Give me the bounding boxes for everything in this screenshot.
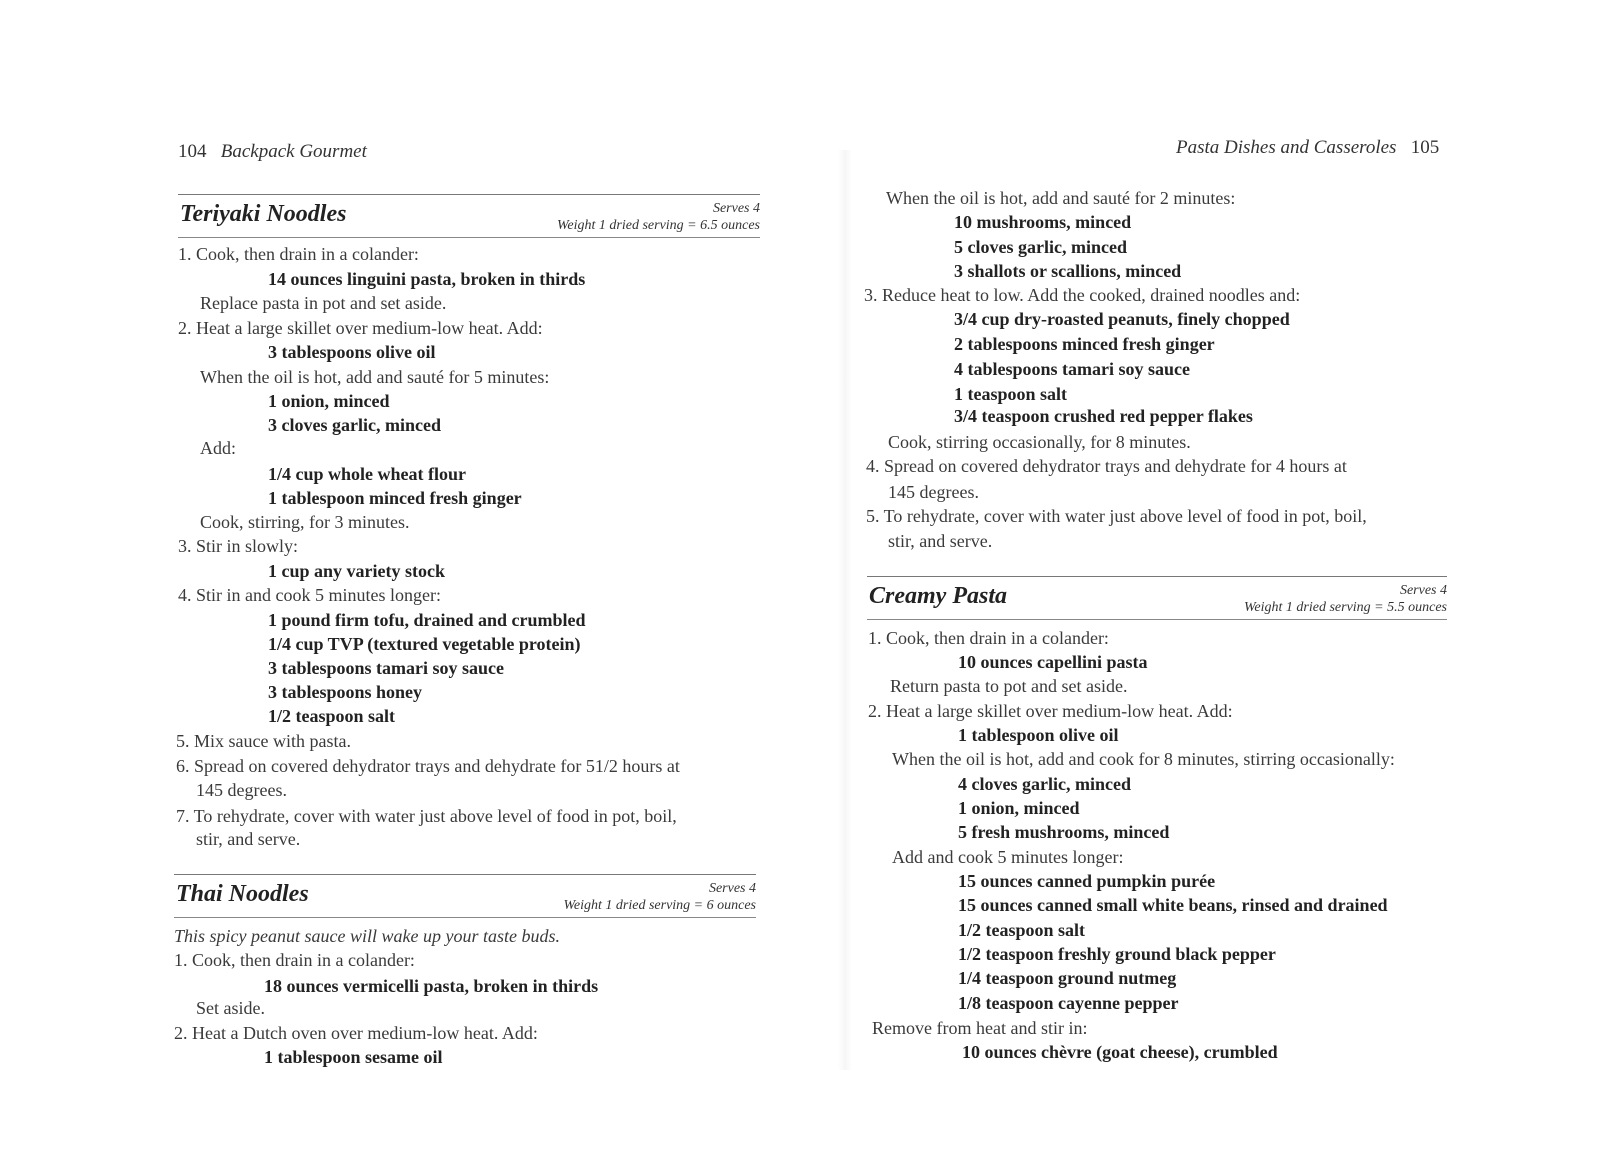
ingredient-line: 5 cloves garlic, minced bbox=[954, 237, 1127, 257]
recipe-serves: Serves 4 bbox=[712, 201, 760, 216]
recipe-title: Teriyaki Noodles bbox=[180, 201, 347, 227]
step-line: 7. To rehydrate, cover with water just above level of food in pot, boil, bbox=[176, 806, 677, 826]
step-line: Remove from heat and stir in: bbox=[872, 1018, 1088, 1038]
ingredient-line: 10 mushrooms, minced bbox=[954, 212, 1132, 232]
ingredient-line: 3 tablespoons tamari soy sauce bbox=[268, 658, 505, 678]
recipe-header bbox=[867, 576, 1447, 620]
step-line: 6. Spread on covered dehydrator trays and dehydrate for 51/2 hours at bbox=[176, 756, 680, 776]
step-line: Add: bbox=[200, 438, 236, 458]
step-line: Cook, stirring occasionally, for 8 minutes. bbox=[888, 432, 1191, 452]
ingredient-line: 1/2 teaspoon salt bbox=[958, 920, 1086, 940]
step-line: Add and cook 5 minutes longer: bbox=[892, 847, 1124, 867]
step-line: When the oil is hot, add and cook for 8 minutes, stirring occasionally: bbox=[892, 749, 1395, 769]
ingredient-line: 1/2 teaspoon salt bbox=[268, 706, 396, 726]
step-line: Return pasta to pot and set aside. bbox=[890, 676, 1128, 696]
ingredient-line: 14 ounces linguini pasta, broken in thirds bbox=[268, 269, 586, 289]
recipe-weight: Weight 1 dried serving = 6 ounces bbox=[563, 898, 756, 913]
ingredient-line: 1 teaspoon salt bbox=[954, 384, 1068, 404]
page-number: 104 bbox=[178, 141, 207, 162]
step-line: 1. Cook, then drain in a colander: bbox=[178, 244, 419, 264]
step-line: 3. Stir in slowly: bbox=[178, 536, 299, 556]
ingredient-line: 3 tablespoons honey bbox=[268, 682, 423, 702]
recipe-weight: Weight 1 dried serving = 5.5 ounces bbox=[1244, 600, 1447, 615]
right-running-head bbox=[1176, 137, 1439, 159]
ingredient-line: 1 onion, minced bbox=[268, 391, 390, 411]
step-line: 5. To rehydrate, cover with water just above level of food in pot, boil, bbox=[866, 506, 1367, 526]
ingredient-line: 1 tablespoon minced fresh ginger bbox=[268, 488, 522, 508]
ingredient-line: 5 fresh mushrooms, minced bbox=[958, 822, 1170, 842]
ingredient-line: 3 cloves garlic, minced bbox=[268, 415, 441, 435]
recipe-meta bbox=[557, 200, 760, 234]
step-line: 5. Mix sauce with pasta. bbox=[176, 731, 351, 751]
ingredient-line: 1/4 cup TVP (textured vegetable protein) bbox=[268, 634, 581, 654]
step-line: 4. Stir in and cook 5 minutes longer: bbox=[178, 585, 441, 605]
recipe-intro: This spicy peanut sauce will wake up your taste buds. bbox=[174, 926, 560, 946]
ingredient-line: 1 pound firm tofu, drained and crumbled bbox=[268, 610, 586, 630]
step-line: 145 degrees. bbox=[196, 780, 287, 800]
step-line: 1. Cook, then drain in a colander: bbox=[174, 950, 415, 970]
ingredient-line: 18 ounces vermicelli pasta, broken in thirds bbox=[264, 976, 599, 996]
left-running-head bbox=[178, 141, 367, 163]
step-line: 1. Cook, then drain in a colander: bbox=[868, 628, 1109, 648]
recipe-serves: Serves 4 bbox=[1399, 583, 1447, 598]
recipe-serves: Serves 4 bbox=[708, 881, 756, 896]
ingredient-line: 10 ounces capellini pasta bbox=[958, 652, 1148, 672]
step-line: When the oil is hot, add and sauté for 2 minutes: bbox=[886, 188, 1236, 208]
page-number: 105 bbox=[1410, 137, 1440, 158]
recipe-meta bbox=[564, 880, 756, 914]
step-line: 2. Heat a Dutch oven over medium-low heat. Add: bbox=[174, 1023, 538, 1043]
step-line: stir, and serve. bbox=[196, 829, 301, 849]
right-page bbox=[850, 0, 1600, 1155]
step-line: 4. Spread on covered dehydrator trays and dehydrate for 4 hours at bbox=[866, 456, 1347, 476]
step-line: Set aside. bbox=[196, 998, 265, 1018]
ingredient-line: 2 tablespoons minced fresh ginger bbox=[954, 334, 1215, 354]
step-line: Cook, stirring, for 3 minutes. bbox=[200, 512, 410, 532]
ingredient-line: 4 tablespoons tamari soy sauce bbox=[954, 359, 1191, 379]
step-line: 2. Heat a large skillet over medium-low heat. Add: bbox=[178, 318, 543, 338]
ingredient-line: 15 ounces canned pumpkin purée bbox=[958, 871, 1216, 891]
recipe-meta bbox=[1244, 582, 1447, 616]
ingredient-line: 1/4 teaspoon ground nutmeg bbox=[958, 968, 1177, 988]
ingredient-line: 3 tablespoons olive oil bbox=[268, 342, 436, 362]
ingredient-line: 3/4 cup dry-roasted peanuts, finely chopped bbox=[954, 309, 1290, 329]
ingredient-line: 1 tablespoon olive oil bbox=[958, 725, 1119, 745]
running-title: Pasta Dishes and Casseroles bbox=[1176, 137, 1397, 158]
ingredient-line: 1 cup any variety stock bbox=[268, 561, 445, 581]
step-line: 3. Reduce heat to low. Add the cooked, drained noodles and: bbox=[864, 285, 1301, 305]
ingredient-line: 1/2 teaspoon freshly ground black pepper bbox=[958, 944, 1276, 964]
ingredient-line: 3/4 teaspoon crushed red pepper flakes bbox=[954, 406, 1253, 426]
ingredient-line: 3 shallots or scallions, minced bbox=[954, 261, 1182, 281]
ingredient-line: 1/8 teaspoon cayenne pepper bbox=[958, 993, 1179, 1013]
running-title: Backpack Gourmet bbox=[220, 141, 367, 162]
recipe-title: Creamy Pasta bbox=[869, 583, 1007, 609]
step-line: When the oil is hot, add and sauté for 5 minutes: bbox=[200, 367, 550, 387]
ingredient-line: 1 tablespoon sesame oil bbox=[264, 1047, 443, 1067]
recipe-header bbox=[174, 874, 756, 918]
step-line: stir, and serve. bbox=[888, 531, 993, 551]
step-line: 145 degrees. bbox=[888, 482, 979, 502]
recipe-title: Thai Noodles bbox=[176, 881, 309, 907]
recipe-header bbox=[178, 194, 760, 238]
step-line: 2. Heat a large skillet over medium-low heat. Add: bbox=[868, 701, 1233, 721]
ingredient-line: 10 ounces chèvre (goat cheese), crumbled bbox=[962, 1042, 1278, 1062]
ingredient-line: 15 ounces canned small white beans, rinsed and drained bbox=[958, 895, 1388, 915]
ingredient-line: 1/4 cup whole wheat flour bbox=[268, 464, 466, 484]
ingredient-line: 1 onion, minced bbox=[958, 798, 1080, 818]
step-line: Replace pasta in pot and set aside. bbox=[200, 293, 447, 313]
recipe-weight: Weight 1 dried serving = 6.5 ounces bbox=[557, 218, 760, 233]
ingredient-line: 4 cloves garlic, minced bbox=[958, 774, 1131, 794]
